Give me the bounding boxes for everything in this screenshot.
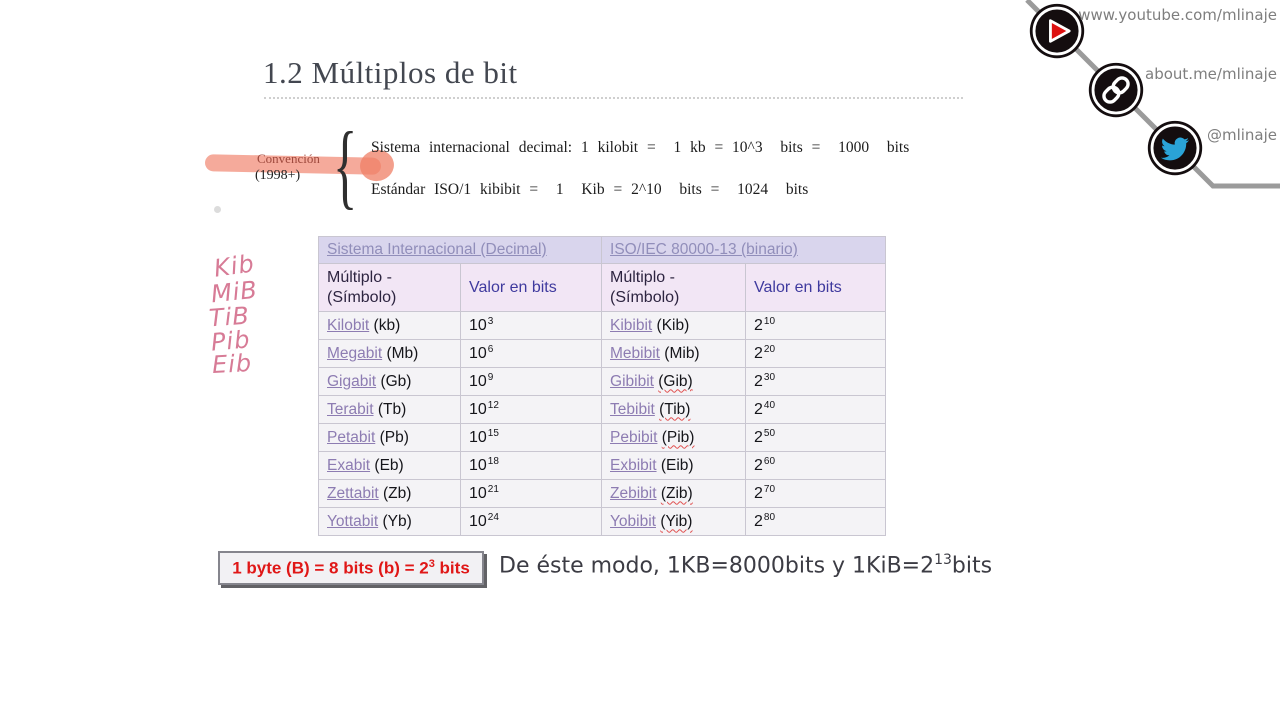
binary-multiple-link[interactable]: Mebibit: [610, 344, 660, 362]
binary-value: 2: [754, 457, 763, 475]
handwritten-note: TiB: [208, 301, 251, 333]
binary-group-link[interactable]: ISO/IEC 80000-13 (binario): [610, 241, 798, 258]
decimal-multiple-link[interactable]: Megabit: [327, 344, 383, 362]
decimal-value: 10: [469, 317, 487, 335]
binary-exponent: 20: [763, 343, 776, 355]
binary-symbol: (Kib): [656, 316, 690, 334]
column-header-multiple-decimal: Múltiplo - (Símbolo): [319, 264, 461, 312]
decimal-value: 10: [469, 345, 487, 363]
aboutme-badge[interactable]: [1086, 60, 1146, 120]
stray-mark: [214, 206, 221, 213]
youtube-url-label[interactable]: www.youtube.com/mlinaje: [1078, 6, 1277, 24]
decimal-exponent: 9: [487, 371, 494, 383]
binary-exponent: 40: [763, 399, 776, 411]
binary-value: 2: [754, 513, 763, 531]
decimal-exponent: 6: [487, 343, 494, 355]
decimal-symbol: (Eb): [374, 456, 404, 474]
binary-multiple-link[interactable]: Zebibit: [610, 484, 657, 502]
binary-symbol: (Zib): [660, 484, 693, 502]
binary-value: 2: [754, 429, 763, 447]
twitter-badge[interactable]: [1145, 118, 1205, 178]
decimal-exponent: 21: [487, 483, 499, 495]
column-header-value-decimal: Valor en bits: [461, 264, 602, 312]
handwritten-note: Pib: [209, 325, 252, 357]
group-header-binary: [602, 237, 886, 264]
decimal-symbol: (Yb): [382, 512, 412, 530]
table-row: [319, 508, 886, 536]
decimal-multiple-link[interactable]: Yottabit: [327, 512, 379, 530]
link-icon: [1086, 60, 1146, 120]
decimal-value: 10: [469, 457, 487, 475]
binary-symbol: (Yib): [660, 512, 693, 530]
convention-year: (1998+): [255, 168, 301, 183]
decimal-exponent: 18: [487, 455, 499, 467]
handwritten-note: Eib: [211, 348, 253, 380]
decimal-value: 10: [469, 429, 487, 447]
handwritten-note: Kib: [212, 249, 257, 283]
bit-multiples-table: [318, 236, 886, 536]
decimal-exponent: 3: [487, 315, 494, 327]
decimal-symbol: (Gb): [380, 372, 412, 390]
binary-value: 2: [754, 317, 763, 335]
column-header-multiple-binary: Múltiplo - (Símbolo): [602, 264, 746, 312]
decimal-value: 10: [469, 485, 487, 503]
table-row: [319, 312, 886, 340]
binary-value: 2: [754, 401, 763, 419]
binary-multiple-link[interactable]: Tebibit: [610, 400, 655, 418]
decimal-symbol: (Pb): [379, 428, 409, 446]
binary-symbol: (Mib): [664, 344, 700, 362]
binary-exponent: 80: [763, 511, 776, 523]
binary-exponent: 60: [763, 455, 776, 467]
decimal-value: 10: [469, 513, 487, 531]
decimal-multiple-link[interactable]: Kilobit: [327, 316, 370, 334]
binary-symbol: (Gib): [658, 372, 693, 390]
table-group-header-row: [319, 237, 886, 264]
binary-multiple-link[interactable]: Gibibit: [610, 372, 654, 390]
decimal-symbol: (Zb): [383, 484, 412, 502]
byte-definition-box: [218, 551, 484, 585]
binary-exponent: 70: [763, 483, 776, 495]
column-header-value-binary: Valor en bits: [746, 264, 886, 312]
decimal-multiple-link[interactable]: Zettabit: [327, 484, 379, 502]
binary-multiple-link[interactable]: Kibibit: [610, 316, 653, 334]
decimal-exponent: 12: [487, 399, 499, 411]
decimal-multiple-link[interactable]: Petabit: [327, 428, 376, 446]
table-row: [319, 396, 886, 424]
binary-exponent: 10: [763, 315, 776, 327]
decimal-multiple-link[interactable]: Gigabit: [327, 372, 377, 390]
decimal-group-link[interactable]: Sistema Internacional (Decimal): [327, 241, 547, 258]
table-row: [319, 480, 886, 508]
curly-brace: {: [333, 111, 358, 218]
twitter-bird-icon: [1145, 118, 1205, 178]
byte-definition-text: 1 byte (B) = 8 bits $(b) = 2^3$ bits: [232, 557, 470, 578]
group-header-decimal: [319, 237, 602, 264]
title-dotted-divider: [264, 97, 963, 99]
decimal-value: 10: [469, 373, 487, 391]
handwritten-note: MiB: [209, 275, 260, 309]
table-row: [319, 340, 886, 368]
table-row: [319, 368, 886, 396]
binary-multiple-link[interactable]: Exbibit: [610, 456, 657, 474]
binary-definition-line: Estándar ISO/1 kibibit = 1 Kib = 2^10 bits = 1024 bits: [371, 181, 809, 198]
binary-value: 2: [754, 373, 763, 391]
decimal-value: 10: [469, 401, 487, 419]
aboutme-url-label[interactable]: about.me/mlinaje: [1145, 65, 1277, 83]
binary-multiple-link[interactable]: Yobibit: [610, 512, 656, 530]
table-column-header-row: [319, 264, 886, 312]
decimal-definition-line: Sistema internacional decimal: 1 kilobit = 1 kb = 10^3 bits = 1000 bits: [371, 139, 910, 156]
twitter-handle-label[interactable]: @mlinaje: [1206, 126, 1277, 144]
decimal-multiple-link[interactable]: Exabit: [327, 456, 371, 474]
binary-multiple-link[interactable]: Pebibit: [610, 428, 658, 446]
binary-exponent: 50: [763, 427, 776, 439]
decimal-symbol: (Tb): [377, 400, 407, 418]
binary-symbol: (Eib): [660, 456, 694, 474]
binary-symbol: (Tib): [659, 400, 691, 418]
decimal-exponent: 15: [487, 427, 499, 439]
table-row: [319, 452, 886, 480]
convention-label: Convención: [257, 151, 320, 166]
binary-exponent: 30: [763, 371, 776, 383]
binary-symbol: (Pib): [661, 428, 695, 446]
example-note: De éste modo, 1KB=8000bits y $1KiB=2^{13}bits$: [499, 552, 993, 579]
binary-value: 2: [754, 485, 763, 503]
table-row: [319, 424, 886, 452]
decimal-symbol: (kb): [373, 316, 401, 334]
binary-value: 2: [754, 345, 763, 363]
decimal-exponent: 24: [487, 511, 499, 523]
decimal-symbol: (Mb): [386, 344, 419, 362]
decimal-multiple-link[interactable]: Terabit: [327, 400, 374, 418]
page-title: 1.2 Múltiplos de bit: [263, 55, 518, 90]
